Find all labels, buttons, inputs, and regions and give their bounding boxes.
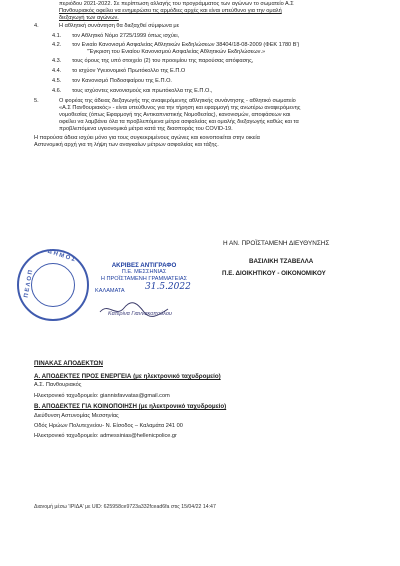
- item4-1-num: 4.1.: [52, 33, 62, 39]
- recipient-a-line-1: Α.Σ. Πανθουριακός: [34, 382, 82, 388]
- item4-5-text: τον Κανονισμό Ποδοσφαίρου της Ε.Π.Ο.: [72, 78, 172, 84]
- item4-2-cont: "Έγκριση του Ενιαίου Κανονισμού Ασφαλείας Αθλητικών Εκδηλώσεων.»: [87, 49, 266, 55]
- item5-line-1: Ο φορέας της άδειας διεξαγωγής της αναφερόμενης αθλητικής συνάντησης - αθλητικό σωματείο: [59, 98, 296, 104]
- distribution-footer: Διανομή μέσω 'ΙΡΙΔΑ' με UID: 625958ce9723a332fcead6fa στις 15/04/22 14:47: [34, 504, 216, 510]
- certify-title: ΑΚΡΙΒΕΣ ΑΝΤΙΓΡΑΦΟ: [111, 262, 177, 269]
- item4-3-num: 4.3.: [52, 58, 62, 64]
- item5-line-3: νομοθεσίας (όπως Εφαρμογή της Αντικαπνιστικής Νομοθεσίας), κανονισμών, αποφάσεων και: [59, 112, 291, 118]
- item5-number: 5.: [34, 98, 39, 104]
- intro-line-1: περιόδου 2021-2022. Σε περίπτωση αλλαγής του προγράμματος των αγώνων το σωματείο Α.Σ: [59, 1, 294, 7]
- item4-1-text: τον Αθλητικό Νόμο 2725/1999 όπως ισχύει,: [72, 33, 180, 39]
- signatory-role: Η ΑΝ. ΠΡΟΪΣΤΑΜΕΝΗ ΔΙΕΥΘΥΝΣΗΣ: [223, 240, 330, 247]
- recipient-b-line-3: Ηλεκτρονικό ταχυδρομείο: admessinias@hellenicpolice.gr: [34, 433, 177, 439]
- item4-5-num: 4.5.: [52, 78, 62, 84]
- certify-line-2: Η ΠΡΟΪΣΤΑΜΕΝΗ ΓΡΑΜΜΑΤΕΙΑΣ: [100, 276, 188, 282]
- recipient-b-line-1: Διεύθυνση Αστυνομίας Μεσσηνίας: [34, 413, 119, 419]
- recipients-section-a: Α. ΑΠΟΔΕΚΤΕΣ ΠΡΟΣ ΕΝΕΡΓΕΙΑ (με ηλεκτρονικό ταχυδρομείο): [34, 373, 221, 380]
- certify-name: Κατερίνα Γιαννακοπούλου: [108, 311, 173, 317]
- intro-line-3: διεξαγωγή των αγώνων.: [59, 15, 119, 21]
- certification-stamp: [92, 262, 196, 283]
- item5-line-5: προβλεπόμενα υγειονομικά μέτρα κατά της διασποράς του COVID-19.: [59, 126, 233, 132]
- seal-ring-side: Π Ε Λ Ο Π: [23, 269, 35, 299]
- recipients-title: ΠΙΝΑΚΑΣ ΑΠΟΔΕΚΤΩΝ: [34, 360, 103, 367]
- certify-date: 31.5.2022: [145, 282, 191, 292]
- closing-line-1: Η παρούσα άδεια ισχύει μόνο για τους συγκεκριμένους αγώνες και κοινοποιείται στην οικεία: [34, 135, 260, 141]
- handwritten-signature: [98, 300, 198, 320]
- official-seal: [17, 249, 89, 321]
- intro-line-2: Πανθουριακός οφείλει να ενημερώσει τις αρμόδιες αρχές και είναι υπεύθυνο για την ομαλή: [59, 8, 282, 14]
- recipient-a-line-2: Ηλεκτρονικό ταχυδρομείο: giannisfavvatas@gmail.com: [34, 393, 170, 399]
- signatory-name: ΒΑΣΙΛΙΚΗ ΤΖΑΒΕΛΛΑ: [249, 258, 314, 265]
- seal-ring-top: Δ Η Μ Ο Σ: [46, 248, 76, 264]
- closing-line-2: Αστυνομική αρχή για τη λήψη των αναγκαίων μέτρων ασφαλείας και τάξης.: [34, 142, 219, 148]
- item4-2-text: τον Ενιαίο Κανονισμό Ασφαλείας Αθλητικών Εκδηλώσεων 38404/18-08-2009 (ΦΕΚ 1780 Β'): [72, 42, 300, 48]
- item4-3-text: τους όρους της υπό στοιχείο (2) του προοιμίου της παρούσας απόφασης,: [72, 58, 254, 64]
- item5-line-2: «Α.Σ Πανθουριακός» - είναι υπεύθυνος για την τήρηση και εφαρμογή της ανωτέρω αναφερόμενης: [59, 105, 301, 111]
- recipient-b-line-2: Οδός Ηρώων Πολυτεχνείου- Ν. Είσοδος – Καλαμάτα 241 00: [34, 423, 183, 429]
- item4-2-num: 4.2.: [52, 42, 62, 48]
- item4-heading: Η αθλητική συνάντηση θα διεξαχθεί σύμφωνα με: [59, 23, 180, 29]
- item4-6-num: 4.6.: [52, 88, 62, 94]
- certify-place: ΚΑΛΑΜΑΤΑ: [95, 288, 125, 294]
- recipients-section-b: Β. ΑΠΟΔΕΚΤΕΣ ΓΙΑ ΚΟΙΝΟΠΟΙΗΣΗ (με ηλεκτρονικό ταχυδρομείο): [34, 403, 227, 410]
- item4-4-text: το ισχύον Υγειονομικό Πρωτόκολλο της Ε.Π.Ο: [72, 68, 186, 74]
- certify-line-1: Π.Ε. ΜΕΣΣΗΝΙΑΣ: [121, 269, 167, 275]
- item5-line-4: οφείλει να λαμβάνει όλα τα προβλεπόμενα μέτρα ασφαλείας και ομαλής διεξαγωγής καθώς και τα: [59, 119, 299, 125]
- item4-4-num: 4.4.: [52, 68, 62, 74]
- item4-number: 4.: [34, 23, 39, 29]
- seal-inner-ring: [31, 263, 75, 307]
- item4-6-text: τους ισχύοντες κανονισμούς και πρωτόκολλα της Ε.Π.Ο.,: [72, 88, 213, 94]
- signatory-dept: Π.Ε. ΔΙΟΙΚΗΤΙΚΟΥ - ΟΙΚΟΝΟΜΙΚΟΥ: [222, 270, 326, 277]
